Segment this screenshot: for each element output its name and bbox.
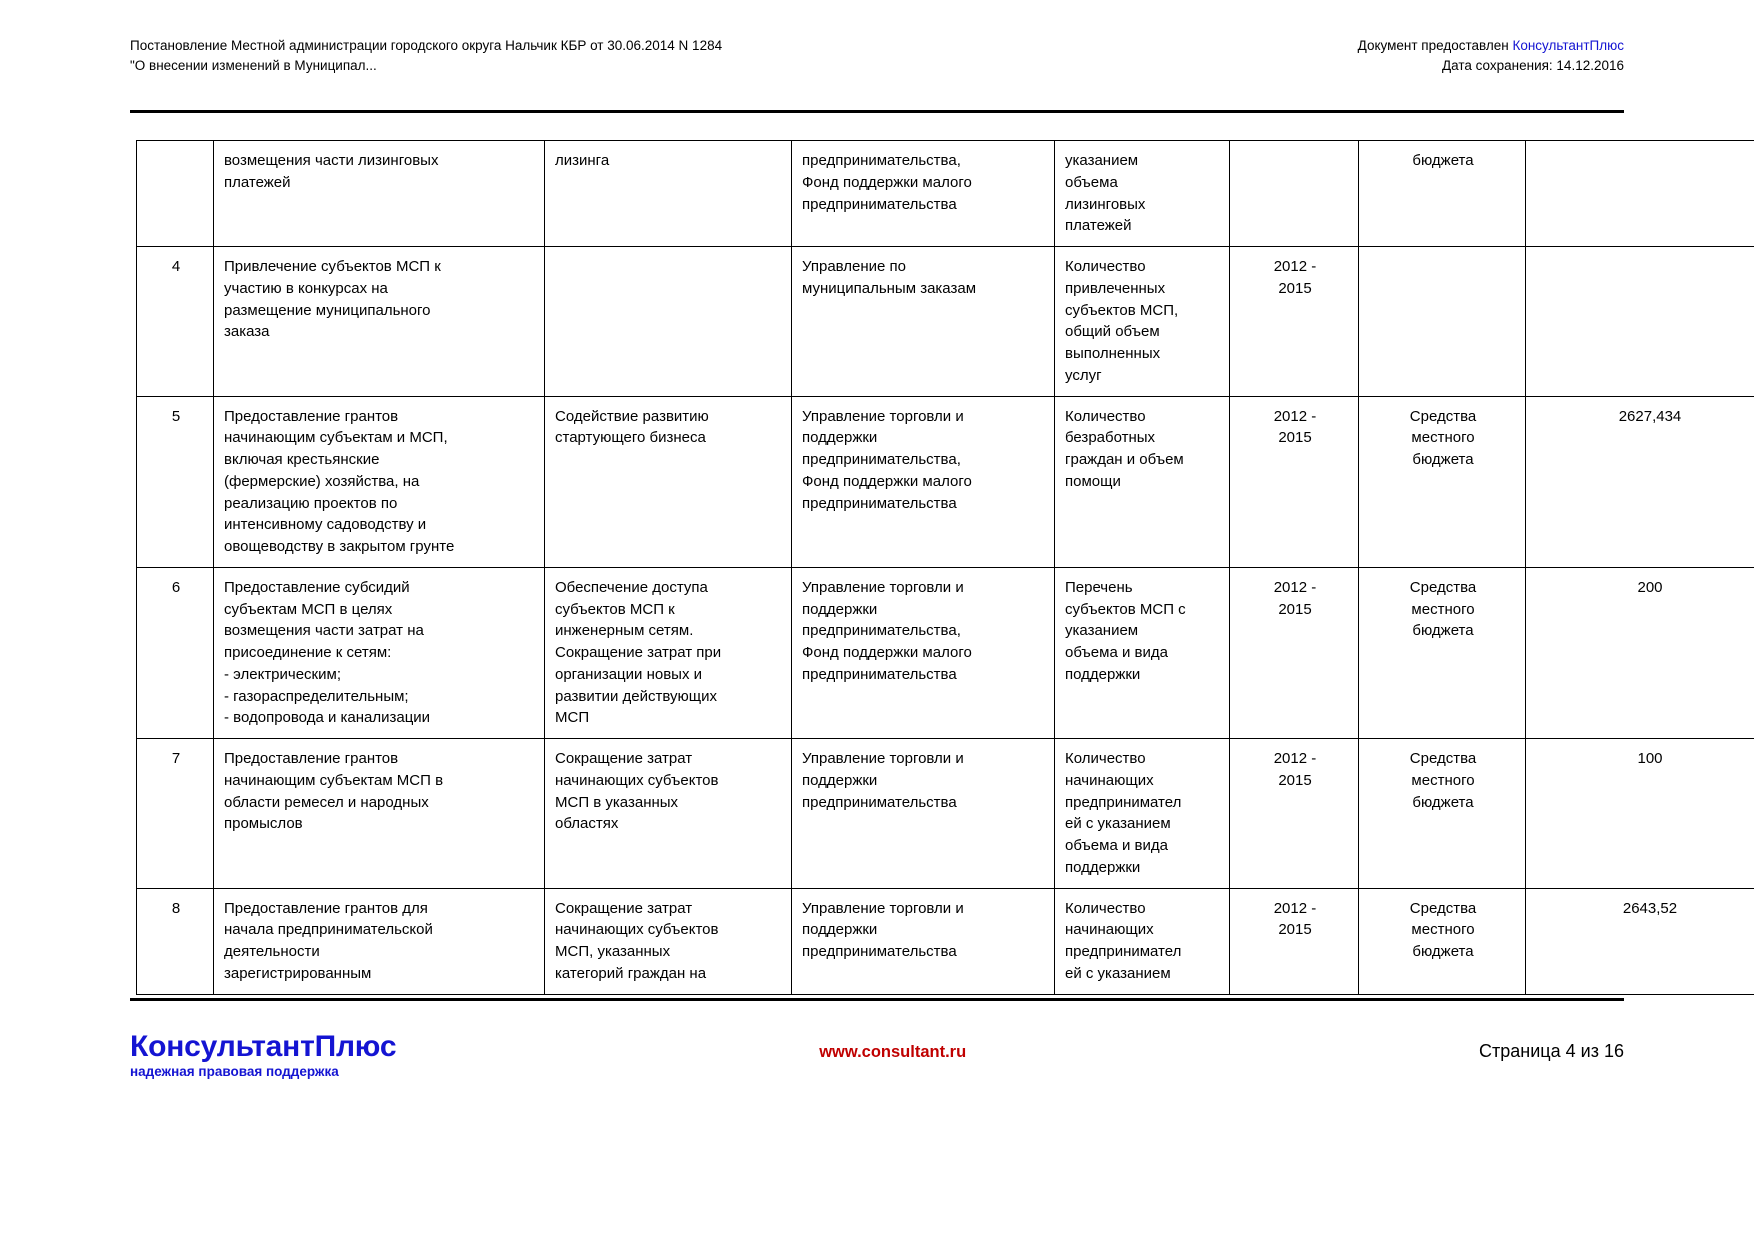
cell-goal: Сокращение затрат начинающих субъектов МСП, указанных категорий граждан на: [545, 888, 792, 994]
provided-by-block: [1358, 36, 1624, 75]
cell-amount: 2627,434: [1526, 396, 1754, 567]
cell-source: Средства местного бюджета: [1359, 567, 1526, 738]
consultant-plus-link[interactable]: КонсультантПлюс: [1512, 38, 1624, 53]
cell-measure: Предоставление грантов для начала предпринимательской деятельности зарегистрированным: [214, 888, 545, 994]
cell-amount: 100: [1526, 739, 1754, 889]
document-title-line-2: "О внесении изменений в Муниципал...: [130, 57, 377, 73]
table-row: [137, 739, 1754, 889]
cell-period: [1230, 141, 1359, 247]
page-header: [130, 36, 1624, 75]
table-row: [137, 888, 1754, 994]
saved-date: Дата сохранения: 14.12.2016: [1441, 57, 1624, 73]
table-body: [137, 141, 1754, 995]
cell-result: Количество безработных граждан и объем помощи: [1055, 396, 1230, 567]
table-row: [137, 247, 1754, 397]
cell-goal: Обеспечение доступа субъектов МСП к инженерным сетям. Сокращение затрат при организации новых и развитии действующих МСП: [545, 567, 792, 738]
table-row: [137, 141, 1754, 247]
cell-result: указанием объема лизинговых платежей: [1055, 141, 1230, 247]
table-row: [137, 396, 1754, 567]
cell-executor: предпринимательства, Фонд поддержки малого предпринимательства: [792, 141, 1055, 247]
cell-number: [137, 141, 214, 247]
program-measures-table: [136, 140, 1754, 995]
cell-source: Средства местного бюджета: [1359, 396, 1526, 567]
document-title-block: [130, 36, 722, 75]
cell-number: 4: [137, 247, 214, 397]
logo-main-text: КонсультантПлюс: [130, 1030, 397, 1063]
cell-goal: лизинга: [545, 141, 792, 247]
measure-bullet-item: - газораспределительным;: [224, 687, 409, 705]
cell-source: Средства местного бюджета: [1359, 888, 1526, 994]
cell-source: бюджета: [1359, 141, 1526, 247]
cell-executor: Управление торговли и поддержки предпринимательства, Фонд поддержки малого предпринимательства: [792, 396, 1055, 567]
cell-measure: Предоставление субсидий субъектам МСП в целях возмещения части затрат на присоединение к сетям: - электрическим; - газораспределительным; - водопровода и канализации: [214, 567, 545, 738]
cell-goal: Содействие развитию стартующего бизнеса: [545, 396, 792, 567]
cell-amount: [1526, 247, 1754, 397]
document-title-line-1: Постановление Местной администрации городского округа Нальчик КБР от 30.06.2014 N 1284: [130, 38, 723, 53]
page-number-label: Страница 4 из 16: [1479, 1041, 1624, 1061]
cell-number: 8: [137, 888, 214, 994]
cell-executor: Управление торговли и поддержки предпринимательства: [792, 888, 1055, 994]
cell-period: 2012 - 2015: [1230, 567, 1359, 738]
cell-number: 6: [137, 567, 214, 738]
cell-number: 7: [137, 739, 214, 889]
cell-goal: Сокращение затрат начинающих субъектов МСП в указанных областях: [545, 739, 792, 889]
cell-source: [1359, 247, 1526, 397]
document-table-wrapper: [136, 140, 1682, 995]
cell-amount: 2643,52: [1526, 888, 1754, 994]
provided-by-line: [1358, 36, 1624, 56]
cell-result: Количество начинающих предпринимател ей с указанием объема и вида поддержки: [1055, 739, 1230, 889]
cell-executor: Управление торговли и поддержки предпринимательства: [792, 739, 1055, 889]
cell-period: 2012 - 2015: [1230, 396, 1359, 567]
page-footer: [130, 1030, 1624, 1080]
cell-result: Количество привлеченных субъектов МСП, общий объем выполненных услуг: [1055, 247, 1230, 397]
cell-measure: Предоставление грантов начинающим субъектам и МСП, включая крестьянские (фермерские) хозяйства, на реализацию проектов по интенсивному садоводству и овощеводству в закрытом грунте: [214, 396, 545, 567]
cell-period: 2012 - 2015: [1230, 739, 1359, 889]
measure-bullet-item: - электрическим;: [224, 665, 341, 683]
provided-by-prefix: Документ предоставлен: [1357, 38, 1513, 53]
cell-measure: возмещения части лизинговых платежей: [214, 141, 545, 247]
consultant-plus-logo: [130, 1030, 396, 1080]
cell-measure: Привлечение субъектов МСП к участию в конкурсах на размещение муниципального заказа: [214, 247, 545, 397]
table-row: [137, 567, 1754, 738]
cell-result: Количество начинающих предпринимател ей с указанием: [1055, 888, 1230, 994]
cell-period: 2012 - 2015: [1230, 247, 1359, 397]
consultant-website-link[interactable]: www.consultant.ru: [819, 1043, 967, 1061]
cell-amount: [1526, 141, 1754, 247]
cell-measure: Предоставление грантов начинающим субъектам МСП в области ремесел и народных промыслов: [214, 739, 545, 889]
cell-period: 2012 - 2015: [1230, 888, 1359, 994]
header-divider: [130, 110, 1624, 113]
cell-executor: Управление торговли и поддержки предпринимательства, Фонд поддержки малого предпринимательства: [792, 567, 1055, 738]
cell-goal: [545, 247, 792, 397]
cell-result: Перечень субъектов МСП с указанием объема и вида поддержки: [1055, 567, 1230, 738]
footer-divider: [130, 998, 1624, 1001]
cell-executor: Управление по муниципальным заказам: [792, 247, 1055, 397]
cell-number: 5: [137, 396, 214, 567]
logo-tagline: надежная правовая поддержка: [130, 1064, 339, 1079]
measure-bullet-item: - водопровода и канализации: [224, 709, 431, 727]
cell-amount: 200: [1526, 567, 1754, 738]
cell-source: Средства местного бюджета: [1359, 739, 1526, 889]
